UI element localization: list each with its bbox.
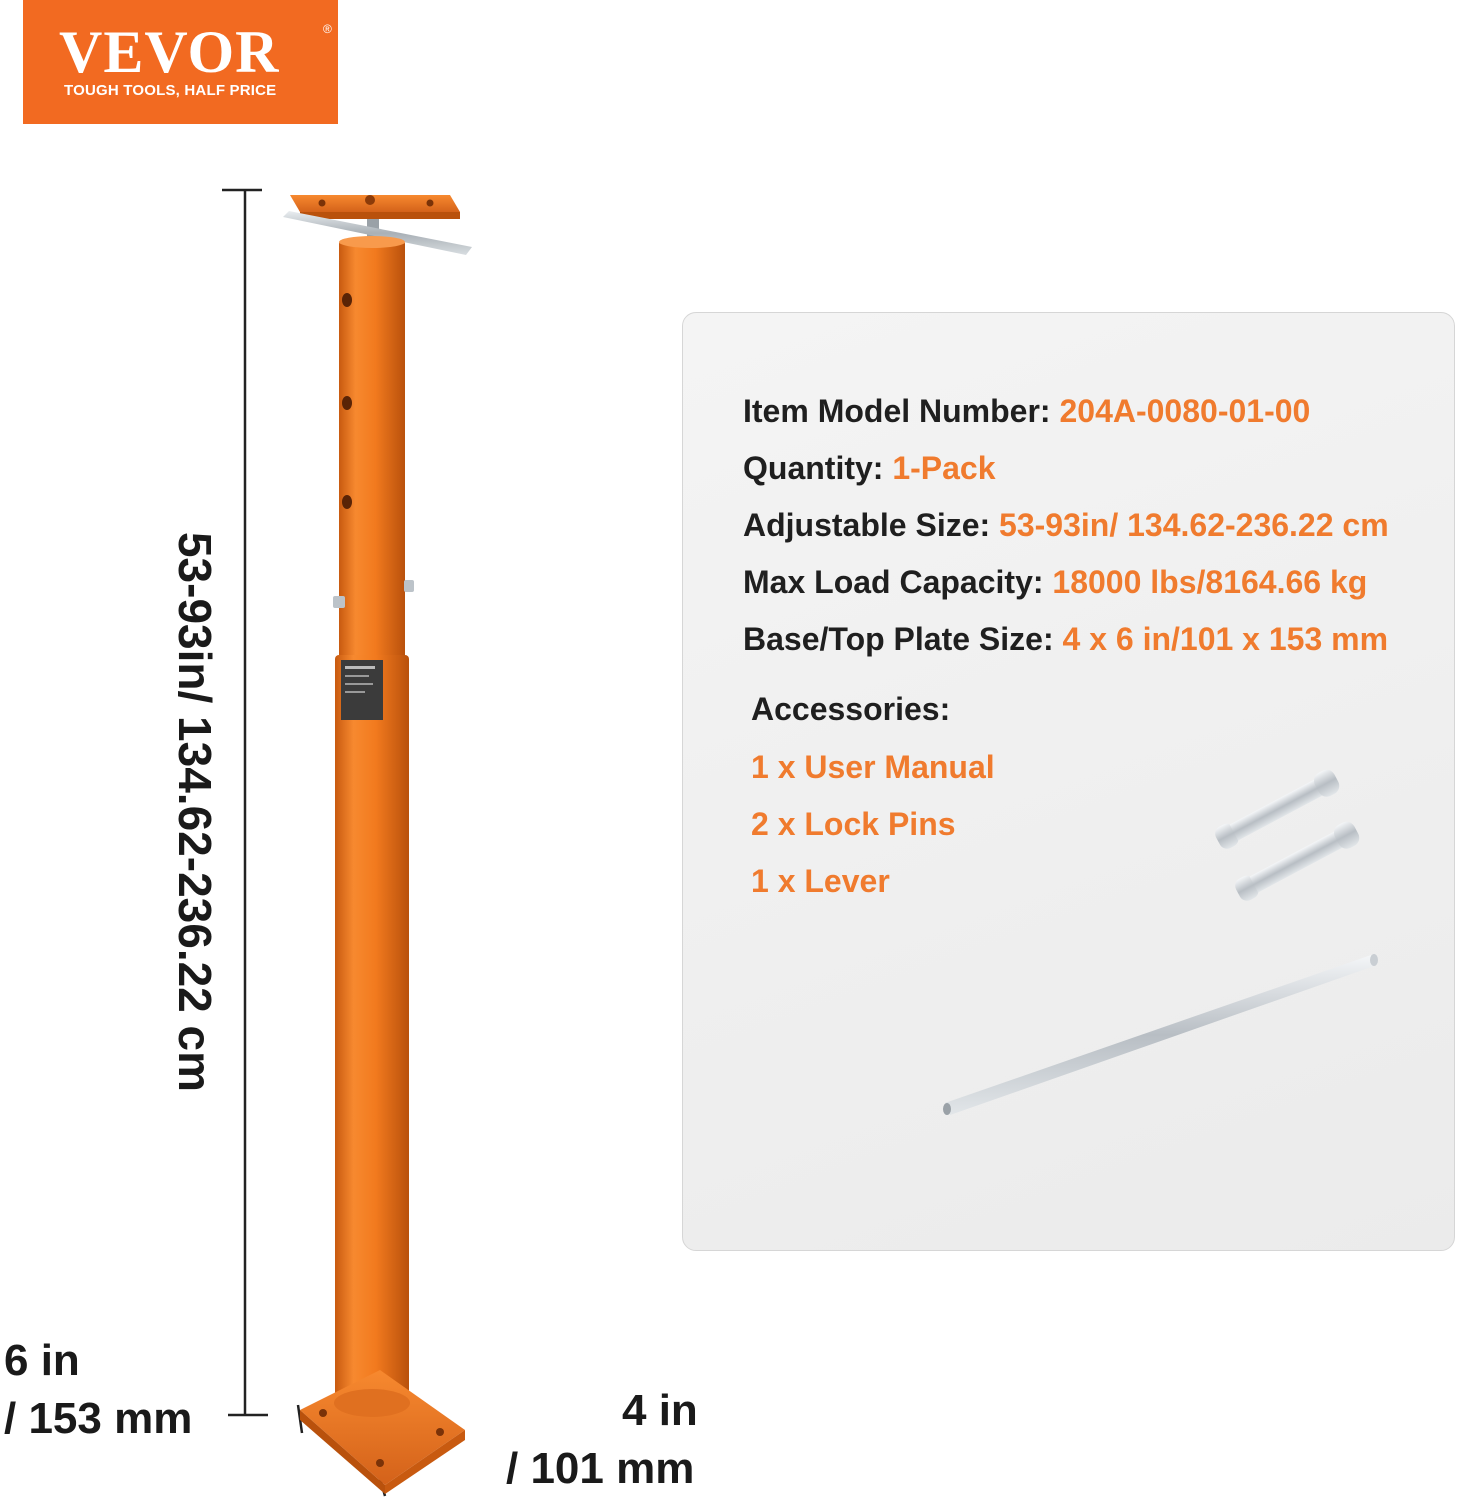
plate-long-metric: / 153 mm bbox=[4, 1394, 193, 1443]
spec-panel bbox=[682, 312, 1455, 1251]
logo-name: VEVOR bbox=[59, 19, 280, 85]
logo-registered-mark: ® bbox=[323, 22, 332, 36]
plate-short-value: 4 in bbox=[622, 1386, 698, 1435]
plate-short-metric: / 101 mm bbox=[506, 1444, 695, 1493]
accessories-title: Accessories: bbox=[751, 691, 951, 727]
spec-plate-size: Base/Top Plate Size: 4 x 6 in/101 x 153 mm bbox=[743, 621, 1389, 657]
accessory-item: 2 x Lock Pins bbox=[751, 806, 956, 842]
spec-adjustable-size: Adjustable Size: 53-93in/ 134.62-236.22 cm bbox=[743, 507, 1389, 543]
accessory-item: 1 x User Manual bbox=[751, 749, 995, 785]
base-plate bbox=[300, 1370, 465, 1494]
spec-model-number: Item Model Number: 204A-0080-01-00 bbox=[743, 393, 1311, 429]
accessory-item: 1 x Lever bbox=[751, 863, 890, 899]
plate-long-value: 6 in bbox=[4, 1336, 80, 1385]
lever-rod-icon bbox=[933, 943, 1383, 1133]
steel-post-illustration bbox=[0, 0, 700, 1500]
height-dimension-line bbox=[222, 190, 268, 1415]
logo-tagline: TOUGH TOOLS, HALF PRICE bbox=[64, 82, 277, 99]
spec-quantity: Quantity: 1-Pack bbox=[743, 450, 996, 486]
spec-max-load: Max Load Capacity: 18000 lbs/8164.66 kg bbox=[743, 564, 1368, 600]
outer-tube bbox=[335, 655, 409, 1400]
top-plate bbox=[290, 195, 460, 219]
